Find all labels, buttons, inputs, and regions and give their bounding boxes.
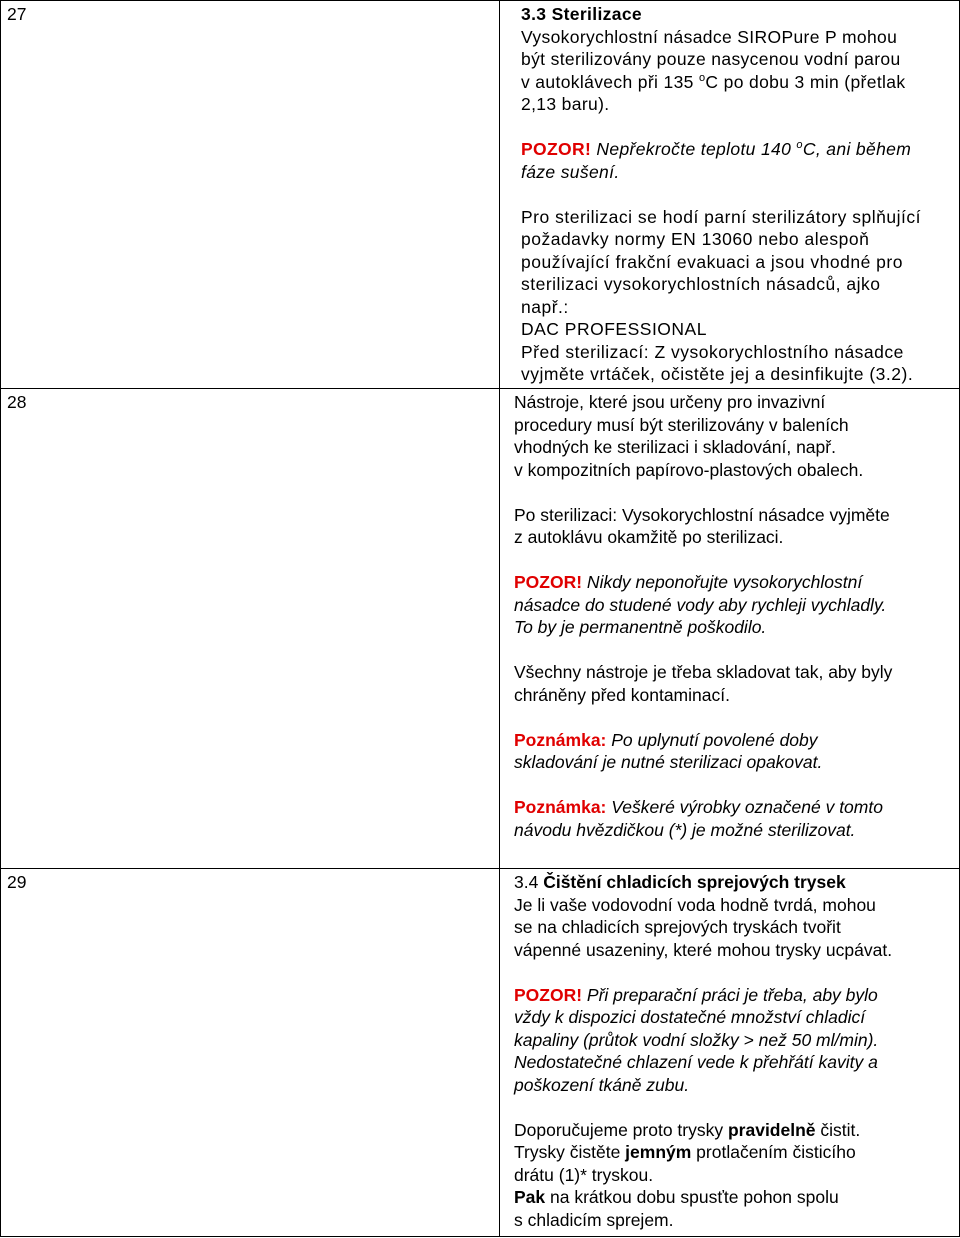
degree-superscript: o (796, 139, 803, 151)
text-line: kapaliny (průtok vodní složky > než 50 ml/min). (514, 1029, 879, 1050)
row-number: 27 (7, 4, 27, 24)
text-line: s chladicím sprejem. (514, 1209, 674, 1230)
text-line (521, 71, 953, 94)
note-paragraph (514, 729, 953, 774)
warning-paragraph (521, 138, 953, 183)
warning-paragraph (514, 571, 953, 639)
row-content-cell (500, 869, 960, 1237)
row-number: 29 (7, 872, 27, 892)
text-line: být sterilizovány pouze nasycenou vodní parou (521, 49, 901, 69)
text-line: Před sterilizací: Z vysokorychlostního násadce (521, 341, 904, 362)
text-line: vždy k dispozici dostatečné množství chladicí (514, 1007, 866, 1027)
text-line: Všechny nástroje je třeba skladovat tak, aby byly (514, 662, 893, 682)
note-label: Poznámka: (514, 797, 607, 817)
paragraph (514, 1119, 953, 1232)
text-span: v autoklávech při 135 (521, 71, 699, 92)
row-number-cell (1, 389, 500, 869)
text-span: Nepřekročte teplotu 140 (591, 139, 797, 159)
text-span: protlačením čisticího (691, 1142, 856, 1162)
text-span: čistit. (815, 1119, 861, 1140)
text-line: vhodných ke sterilizaci i skladování, např. (514, 437, 836, 457)
text-span: Nikdy neponořujte vysokorychlostní (582, 572, 863, 592)
row-number-cell (1, 869, 500, 1237)
text-line: To by je permanentně poškodilo. (514, 617, 767, 637)
section-heading: 3.3 Sterilizace (521, 4, 643, 24)
text-span: C, ani během (802, 139, 912, 159)
text-span: Veškeré výrobky označené v tomto (606, 797, 883, 817)
row-number: 28 (7, 392, 27, 412)
bold-text: Pak (514, 1187, 546, 1207)
row-content-cell (500, 1, 960, 389)
bold-text: jemným (625, 1142, 692, 1162)
text-line (514, 1141, 953, 1164)
warning-label: POZOR! (514, 984, 583, 1005)
degree-superscript: o (698, 71, 706, 84)
text-line: 2,13 baru). (521, 94, 610, 114)
text-line (514, 1186, 953, 1209)
text-line: Pro sterilizaci se hodí parní sterilizátory splňující (521, 206, 921, 227)
paragraph (521, 206, 953, 386)
paragraph (521, 26, 953, 116)
warning-label: POZOR! (521, 139, 592, 159)
text-span: Po uplynutí povolené doby (606, 729, 818, 750)
text-line: např.: (521, 296, 569, 317)
warning-label: POZOR! (514, 572, 583, 592)
paragraph (514, 661, 953, 706)
row-number-cell (1, 1, 500, 389)
text-line (514, 984, 953, 1007)
bold-text: pravidelně (727, 1119, 816, 1140)
text-line: sterilizaci vysokorychlostních násadců, ajko (521, 274, 881, 294)
text-line: chráněny před kontaminací. (514, 684, 730, 705)
text-line: Nástroje, které jsou určeny pro invazivní (514, 392, 826, 412)
text-line: v kompozitních papírovo-plastových obalech. (514, 459, 864, 480)
text-span: na krátkou dobu spusťte pohon spolu (545, 1187, 839, 1207)
paragraph (514, 391, 953, 481)
text-line: z autoklávu okamžitě po sterilizaci. (514, 527, 784, 547)
text-line: DAC PROFESSIONAL (521, 319, 707, 339)
text-span: Při preparační práci je třeba, aby bylo (582, 984, 878, 1005)
heading-title: Čištění chladicích sprejových trysek (543, 872, 846, 892)
text-span: Doporučujeme proto trysky (514, 1119, 728, 1140)
text-line: drátu (1)* tryskou. (514, 1164, 654, 1185)
text-line: požadavky normy EN 13060 nebo alespoň (521, 229, 870, 249)
text-line: procedury musí být sterilizovány v baleních (514, 414, 849, 435)
text-line (514, 796, 953, 819)
row-content-cell (500, 389, 960, 869)
text-line: násadce do studené vody aby rychleji vychladly. (514, 594, 887, 615)
text-line: Nedostatečné chlazení vede k přehřátí kavity a (514, 1052, 878, 1072)
text-span: C po dobu 3 min (přetlak (705, 71, 906, 92)
heading-number: 3.4 (514, 872, 544, 892)
note-paragraph (514, 796, 953, 841)
text-line: Vysokorychlostní násadce SIROPure P mohou (521, 26, 898, 47)
text-line (514, 729, 953, 752)
text-line: skladování je nutné sterilizaci opakovat. (514, 752, 823, 772)
text-line (514, 1119, 953, 1142)
text-line (514, 571, 953, 594)
warning-paragraph (514, 984, 953, 1097)
table-row (1, 1, 960, 389)
text-line: používající frakční evakuaci a jsou vhodné pro (521, 251, 903, 272)
table-row (1, 389, 960, 869)
text-line (521, 138, 953, 161)
note-label: Poznámka: (514, 729, 607, 750)
text-span: Trysky čistěte (514, 1142, 626, 1162)
text-line: fáze sušení. (521, 161, 620, 182)
paragraph (514, 504, 953, 549)
text-line: poškození tkáně zubu. (514, 1074, 690, 1095)
table-row (1, 869, 960, 1237)
section-heading (514, 871, 953, 894)
text-line: návodu hvězdičkou (*) je možné sterilizovat. (514, 819, 856, 840)
text-line: vápenné usazeniny, které mohou trysky ucpávat. (514, 939, 893, 960)
paragraph (514, 894, 953, 962)
text-line: vyjměte vrtáček, očistěte jej a desinfikujte (3.2). (521, 364, 914, 384)
text-line: Po sterilizaci: Vysokorychlostní násadce vyjměte (514, 504, 890, 525)
text-line: Je li vaše vodovodní voda hodně tvrdá, mohou (514, 894, 876, 915)
text-line: se na chladicích sprejových tryskách tvořit (514, 917, 841, 937)
